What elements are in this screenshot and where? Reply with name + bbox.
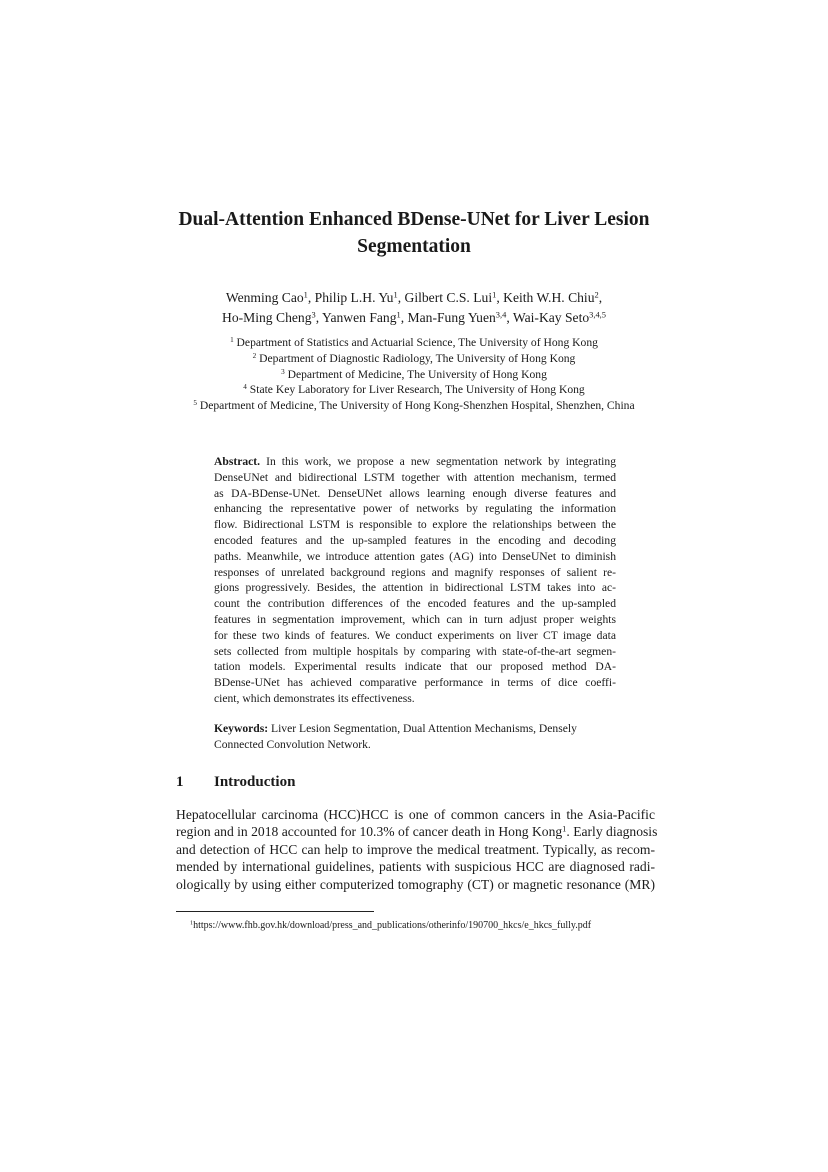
footnote-divider: [176, 911, 374, 912]
author-affil-mark: 3,4: [495, 309, 507, 320]
author-affil-mark: 1: [396, 309, 401, 320]
title-line: Dual-Attention Enhanced BDense-UNet for Liver Lesion: [178, 209, 650, 230]
author-affil-mark: 3,4,5: [589, 309, 606, 320]
affiliation-text: State Key Laboratory for Liver Research, The University of Hong Kong: [246, 383, 585, 397]
affiliation-mark: 5: [193, 399, 197, 408]
keywords-line: [214, 721, 616, 737]
affiliation: [0, 335, 828, 351]
body-text: region and in 2018 accounted for 10.3% of cancer death in Hong Kong: [176, 824, 563, 840]
affiliation-mark: 3: [281, 367, 285, 376]
footnote: [190, 919, 591, 933]
author-separator: ,: [598, 290, 603, 305]
footnote-mark: 1: [190, 919, 194, 927]
body-line: Hepatocellular carcinoma (HCC)HCC is one of common cancers in the Asia-Pacific: [176, 807, 655, 822]
body-line: ologically by using either computerized tomography (CT) or magnetic resonance (MR): [176, 876, 655, 892]
abstract-line: responses of unrelated background regions and magnify responses of salient re-: [214, 565, 616, 579]
author-name: , Keith W.H. Chiu: [496, 290, 595, 305]
footnote-marker: 1: [562, 823, 567, 834]
affiliation-mark: 4: [243, 383, 247, 392]
author-name: , Gilbert C.S. Lui: [397, 290, 493, 305]
author-list: [0, 288, 828, 328]
author-affil-mark: 1: [393, 289, 398, 300]
author-line: [0, 288, 828, 308]
body-line: [176, 823, 658, 840]
body-text: . Early diagnosis: [566, 824, 658, 840]
abstract-line: features in segmentation improvement, which can in turn adjust proper weights: [214, 612, 616, 626]
author-name: , Yanwen Fang: [315, 310, 397, 325]
author-name: Ho-Ming Cheng: [222, 310, 312, 325]
body-line: and detection of HCC can help to improve the medical treatment. Typically, as recom-: [176, 841, 655, 857]
author-line: [0, 308, 828, 328]
affiliation: [0, 382, 828, 398]
abstract-line: as DA-BDense-UNet. DenseUNet allows learning enough diverse features and: [214, 486, 616, 500]
affiliation-text: Department of Statistics and Actuarial Science, The University of Hong Kong: [233, 336, 598, 349]
section-heading: [176, 772, 295, 792]
section-number: 1: [176, 774, 184, 790]
affiliation-mark: 1: [230, 336, 234, 345]
keywords-block: [214, 721, 616, 753]
author-affil-mark: 2: [594, 289, 599, 300]
affiliation: [0, 351, 828, 367]
abstract-line: paths. Meanwhile, we introduce attention gates (AG) into DenseUNet to diminish: [214, 549, 616, 563]
abstract-line: flow. Bidirectional LSTM is responsible to explore the relationships between the: [214, 518, 616, 532]
author-affil-mark: 3: [311, 309, 316, 320]
abstract-line: gions progressively. Besides, the attention in bidirectional LSTM takes into ac-: [214, 581, 616, 595]
abstract-line: BDense-UNet has achieved comparative performance in terms of dice coeffi-: [214, 676, 616, 690]
abstract-line: [214, 454, 616, 470]
affiliation-text: Department of Medicine, The University of Hong Kong-Shenzhen Hospital, Shenzhen, China: [196, 399, 635, 413]
abstract-text: In this work, we propose a new segmentation network by integrating: [260, 455, 616, 468]
body-line: mended by international guidelines, patients with suspicious HCC are diagnosed radi-: [176, 859, 655, 875]
abstract-line: tation models. Experimental results indicate that our proposed method DA-: [214, 660, 616, 674]
affiliation: [0, 367, 828, 383]
abstract-line: enhancing the representative power of networks by regulating the information: [214, 502, 616, 516]
affiliation-mark: 2: [252, 351, 257, 360]
author-name: , Wai-Kay Seto: [506, 310, 590, 325]
affiliation-list: [0, 335, 828, 414]
abstract-line: for these two kinds of features. We conduct experiments on liver CT image data: [214, 628, 616, 642]
abstract-line: cient, which demonstrates its effectiveness.: [214, 691, 415, 705]
author-name: , Philip L.H. Yu: [307, 290, 394, 305]
abstract-label: Abstract.: [214, 455, 261, 468]
author-affil-mark: 1: [303, 289, 308, 300]
author-name: Wenming Cao: [225, 290, 304, 305]
author-affil-mark: 1: [492, 289, 497, 300]
abstract-line: encoded features and the up-sampled features in the encoding and decoding: [214, 533, 616, 547]
affiliation-text: Department of Diagnostic Radiology, The University of Hong Kong: [256, 351, 576, 365]
abstract-line: sets collected from multiple hospitals by comparing with state-of-the-art segmen-: [214, 644, 616, 658]
keywords-text: Liver Lesion Segmentation, Dual Attention Mechanisms, Densely: [268, 721, 577, 735]
abstract-line: DenseUNet and bidirectional LSTM together with attention mechanism, termed: [214, 470, 616, 484]
title-line: Segmentation: [357, 236, 471, 257]
author-name: , Man-Fung Yuen: [400, 310, 496, 325]
affiliation: [0, 398, 828, 414]
footnote-url[interactable]: https://www.fhb.gov.hk/download/press_and_publications/otherinfo/190700_hkcs/e_hkcs_fully.pdf: [193, 920, 592, 931]
introduction-paragraph: [176, 806, 658, 893]
section-title: Introduction: [214, 774, 296, 790]
affiliation-text: Department of Medicine, The University of Hong Kong: [284, 367, 547, 381]
abstract-block: [214, 454, 616, 752]
abstract-line: count the contribution differences of the encoded features and the up-sampled: [214, 597, 616, 611]
keywords-label: Keywords:: [214, 721, 269, 735]
keywords-line: Connected Convolution Network.: [214, 737, 371, 751]
paper-title: [0, 206, 828, 260]
